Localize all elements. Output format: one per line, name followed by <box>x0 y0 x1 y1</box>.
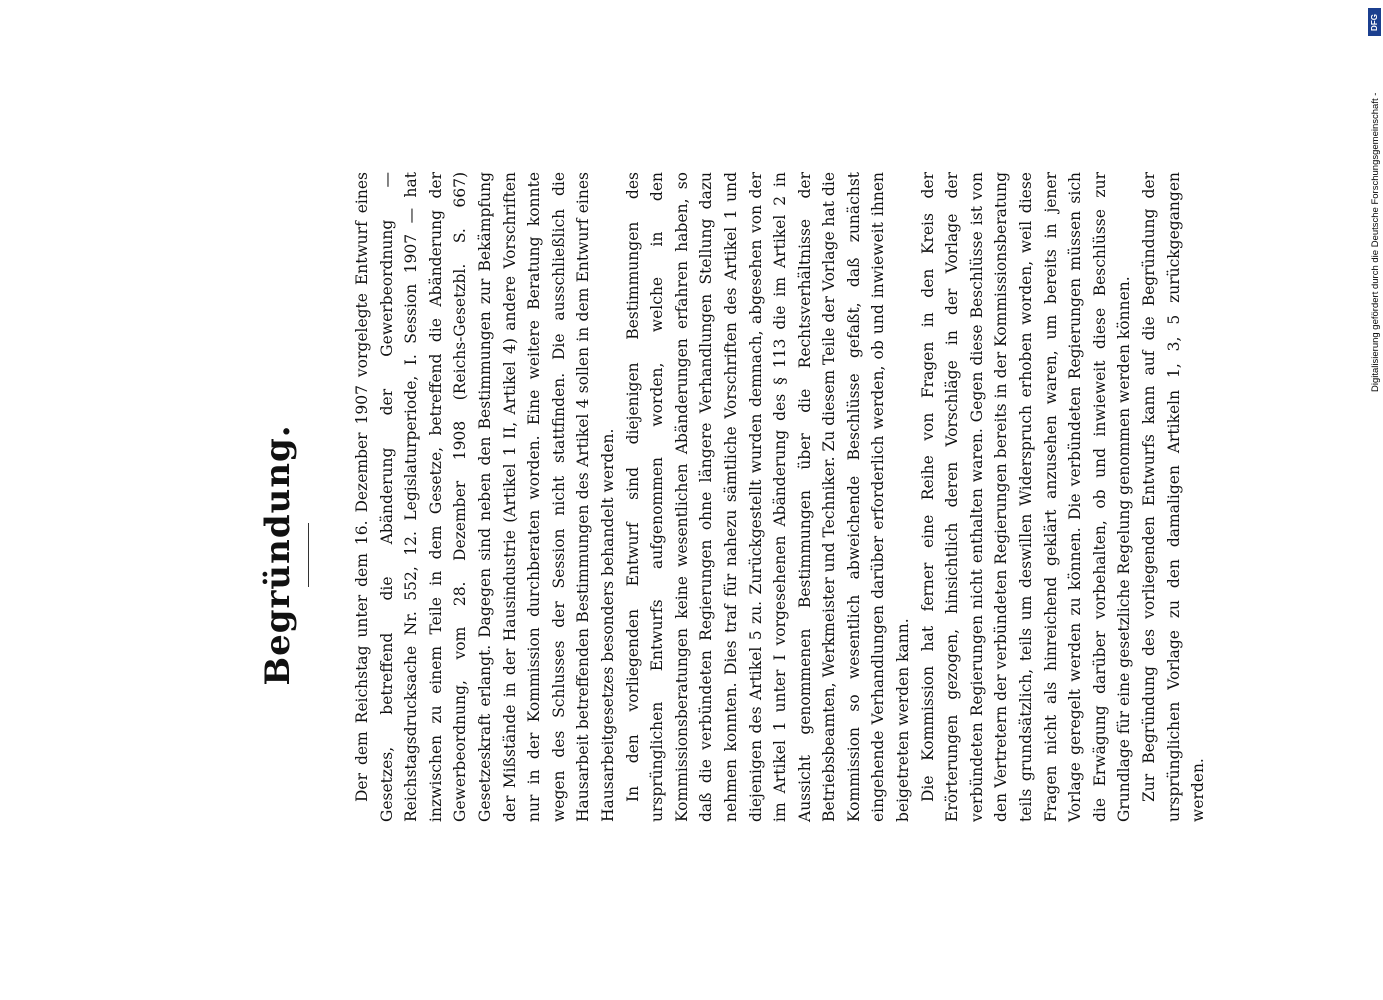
rotated-page <box>220 170 1208 940</box>
paragraph-1: Der dem Reichstag unter dem 16. Dezember 1907 vorgelegte Entwurf eines Gesetzes, betreffend die Abänderung der Gewerbeordnung — Reichstagsdrucksache Nr. 552, 12. Legislaturperiode, I. Session 1907 — hat inzwischen zu einem Teile in dem Gesetze, betreffend die Abänderung der Gewerbeordnung, vom 28. Dezember 1908 (Reichs-Gesetzbl. S. 667) Gesetzeskraft erlangt. Dagegen sind neben den Bestimmungen zur Bekämpfung der Mißstände in der Hausindustrie (Artikel 1 II, Artikel 4) andere Vorschriften nur in der Kommission durchberaten worden. Eine weitere Beratung konnte wegen des Schlusses der Session nicht stattfinden. Die ausschließlich die Hausarbeit betreffenden Bestimmungen des Artikel 4 sollen in dem Entwurf eines Hausarbeitgesetzes besonders behandelt werden. <box>353 172 617 822</box>
page-title: Begründung. <box>258 424 298 686</box>
paragraph-2: In den vorliegenden Entwurf sind diejenigen Bestimmungen des ursprünglichen Entwurfs aufgenommen worden, welche in den Kommissionsberatungen keine wesentlichen Abänderungen erfahren haben, so daß die verbündeten Regierungen ohne längere Verhandlungen Stellung dazu nehmen konnten. Dies traf für nahezu sämtliche Vorschriften des Artikel 1 und diejenigen des Artikel 5 zu. Zurückgestellt wurden demnach, abgesehen von der im Artikel 1 unter I vorgesehenen Abänderung des § 113 die im Artikel 2 in Aussicht genommenen Bestimmungen über die Rechtsverhältnisse der Betriebsbeamten, Werkmeister und Techniker. Zu diesem Teile der Vorlage hat die Kommission so wesentlich abweichende Beschlüsse gefaßt, daß zunächst eingehende Verhandlungen darüber erforderlich werden, ob und inwieweit ihnen beigetreten werden kann. <box>623 172 913 822</box>
dfg-logo-text: DFG <box>1370 13 1380 31</box>
title-divider <box>308 523 309 587</box>
paragraph-4: Zur Begründung des vorliegenden Entwurfs kann auf die Begründung der ursprünglichen Vorlage zu den damaligen Artikeln 1, 3, 5 zurückgegangen werden. <box>1140 172 1208 822</box>
paragraph-3: Die Kommission hat ferner eine Reihe von Fragen in den Kreis der Erörterungen gezogen, hinsichtlich deren Vorschläge in der Vorlage der verbündeten Regierungen nicht enthalten waren. Gegen diese Beschlüsse ist von den Vertretern der verbündeten Regierungen bereits in der Kommissionsberatung teils grundsätzlich, teils um deswillen Widerspruch erhoben worden, weil diese Fragen nicht als hinreichend geklärt anzusehen waren, um bereits in jener Vorlage geregelt werden zu können. Die verbündeten Regierungen müssen sich die Erwägung darüber vorbehalten, ob und inwieweit diese Beschlüsse zur Grundlage für eine gesetzliche Regelung genommen werden können. <box>918 172 1134 822</box>
dfg-logo <box>1368 8 1381 36</box>
body-text <box>350 172 1211 822</box>
digitization-credit: Digitalisierung gefördert durch die Deutsche Forschungsgemeinschaft - <box>1370 92 1381 392</box>
